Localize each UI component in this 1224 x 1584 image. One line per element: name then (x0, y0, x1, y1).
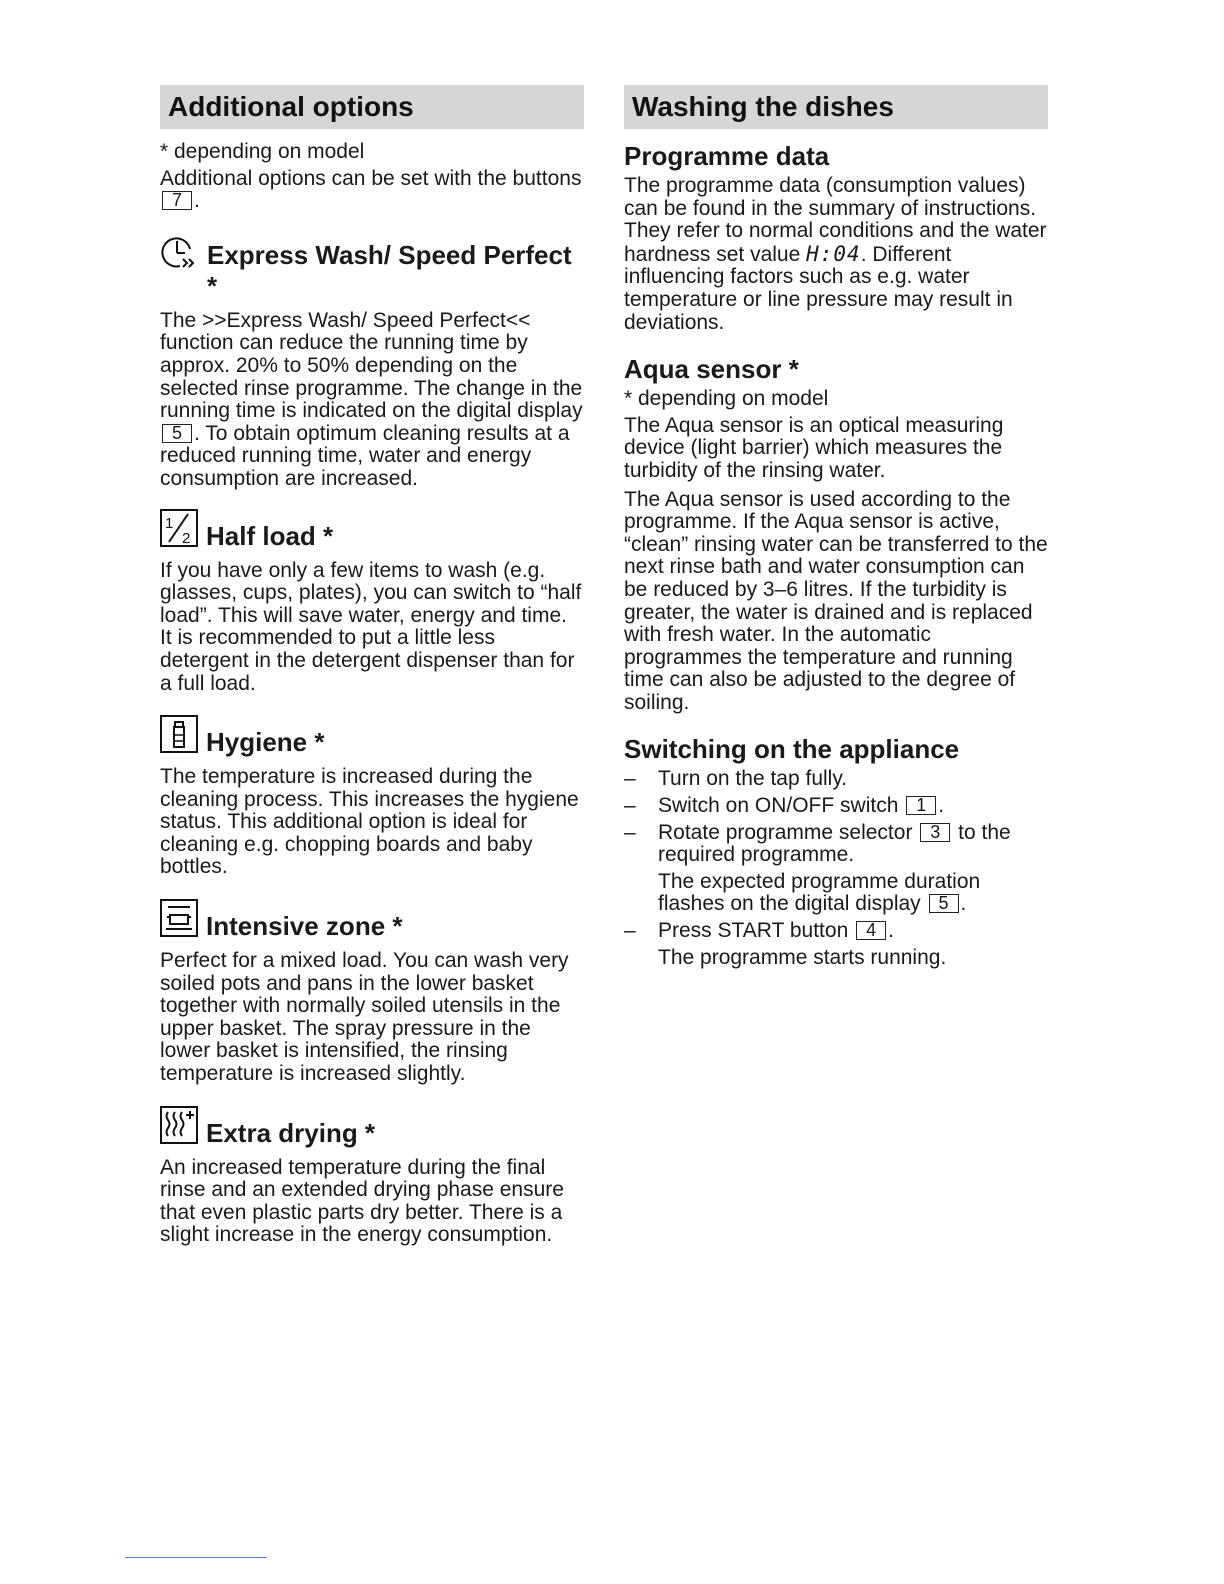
section-header-washing-dishes: Washing the dishes (624, 85, 1048, 129)
hygiene-bottle-icon (160, 715, 198, 758)
water-hardness-display-value: H:04 (806, 241, 861, 266)
switching-on-steps (624, 768, 1048, 969)
aqua-sensor-title: Aqua sensor * (624, 354, 799, 385)
extra-drying-body: An increased temperature during the final rinse and an extended drying phase ensure that even plastic parts dry better. There is a slight increase in the energy consumption. (160, 1155, 564, 1247)
dash-bullet: – (624, 919, 636, 943)
model-note: * depending on model (160, 140, 365, 163)
extra-drying-heat-icon (160, 1106, 198, 1149)
step-4-end: . (888, 919, 894, 943)
step-4-text: Press START button (658, 919, 849, 943)
step-3-continuation (658, 871, 1048, 916)
intro-text: Additional options can be set with the buttons (160, 166, 582, 190)
list-item (624, 822, 1048, 916)
intensive-zone-pot-icon (160, 899, 198, 942)
hygiene-body: The temperature is increased during the cleaning process. This increases the hygiene status. This additional option is ideal for cleaning e.g. chopping boards and baby bottles. (160, 765, 579, 879)
intensive-zone-body: Perfect for a mixed load. You can wash very soiled pots and pans in the lower basket together with normally soiled utensils in the upper basket. The spray pressure in the lower basket is intensified, the rinsing temperature is increased slightly. (160, 949, 569, 1086)
switching-on-title: Switching on the appliance (624, 734, 960, 765)
intensive-zone-heading (160, 899, 584, 942)
footer-rule (125, 1557, 267, 1558)
step-2-end: . (938, 794, 945, 818)
switch-ref-1: 1 (906, 796, 936, 815)
step-3-cont-text: The expected programme duration flashes on the digital display (658, 869, 981, 916)
svg-text:2: 2 (182, 529, 191, 547)
display-ref-5: 5 (162, 424, 192, 443)
intro-end: . (194, 189, 200, 213)
express-wash-title: Express Wash/ Speed Perfect * (207, 239, 572, 301)
aqua-sensor-body-2: The Aqua sensor is used according to the programme. If the Aqua sensor is active, “clean” rinsing water can be transferred to the next rinse bath and water consumption can be reduced by 3–6 litres. If the turbidity is greater, the water is drained and is replaced with fresh water. In the automatic programmes the temperature and running time can also be adjusted to the degree of soiling. (624, 487, 1048, 714)
list-item (624, 768, 1048, 791)
aqua-sensor-note: * depending on model (624, 387, 829, 411)
step-3-text-end: to the required programme. (658, 820, 1011, 867)
half-load-title: Half load * (206, 520, 334, 551)
selector-ref-3: 3 (920, 823, 950, 842)
intensive-zone-title: Intensive zone * (206, 911, 403, 942)
express-wash-clock-icon (160, 235, 198, 278)
programme-data-title: Programme data (624, 141, 830, 171)
step-4-continuation: The programme starts running. (658, 945, 947, 969)
washing-dishes-column (624, 85, 1048, 973)
programme-data-body (624, 175, 1048, 334)
extra-drying-title: Extra drying * (206, 1117, 376, 1148)
intro-paragraph (160, 168, 584, 213)
section-header-additional-options: Additional options (160, 85, 584, 129)
svg-text:1: 1 (165, 514, 174, 532)
dash-bullet: – (624, 820, 636, 844)
express-wash-body (160, 310, 584, 491)
start-button-ref-4: 4 (856, 921, 886, 940)
button-ref-7: 7 (162, 191, 192, 210)
display-ref-5: 5 (929, 894, 959, 913)
dash-bullet: – (624, 794, 636, 818)
extra-drying-heading (160, 1106, 584, 1149)
list-item (624, 795, 1048, 818)
step-3-text: Rotate programme selector (658, 820, 913, 844)
half-load-body: If you have only a few items to wash (e.g. glasses, cups, plates), you can switch to “half load”. This will save water, energy and time. It is recommended to put a little less detergent in the detergent dispenser than for a full load. (160, 558, 582, 695)
step-1-text: Turn on the tap fully. (658, 767, 848, 791)
step-2-text: Switch on ON/OFF switch (658, 794, 899, 818)
hygiene-title: Hygiene * (206, 727, 325, 758)
hygiene-heading (160, 715, 584, 758)
express-wash-title-wrap (207, 240, 584, 302)
aqua-sensor-body-1: The Aqua sensor is an optical measuring device (light barrier) which measures the turbidity of the rinsing water. (624, 413, 1004, 482)
list-item (624, 920, 1048, 969)
half-load-heading (160, 509, 584, 552)
half-load-icon (160, 509, 198, 552)
step-3-cont-end: . (960, 892, 967, 916)
dash-bullet: – (624, 767, 636, 791)
express-wash-text: The >>Express Wash/ Speed Perfect<< function can reduce the running time by approx. 20% to 50% depending on the selected rinse programme. The change in the running time is indicated on the digital display (160, 308, 583, 423)
programme-data-text-end: . Different influencing factors such as e.g. water temperature or line pressure may result in deviations. (624, 242, 1013, 334)
programme-data-text: The programme data (consumption values) can be found in the summary of instructions. They refer to normal conditions and the water hardness set value (624, 174, 1047, 266)
express-wash-text-end: . To obtain optimum cleaning results at a reduced running time, water and energy consumption are increased. (160, 421, 570, 490)
additional-options-column (160, 85, 584, 1253)
